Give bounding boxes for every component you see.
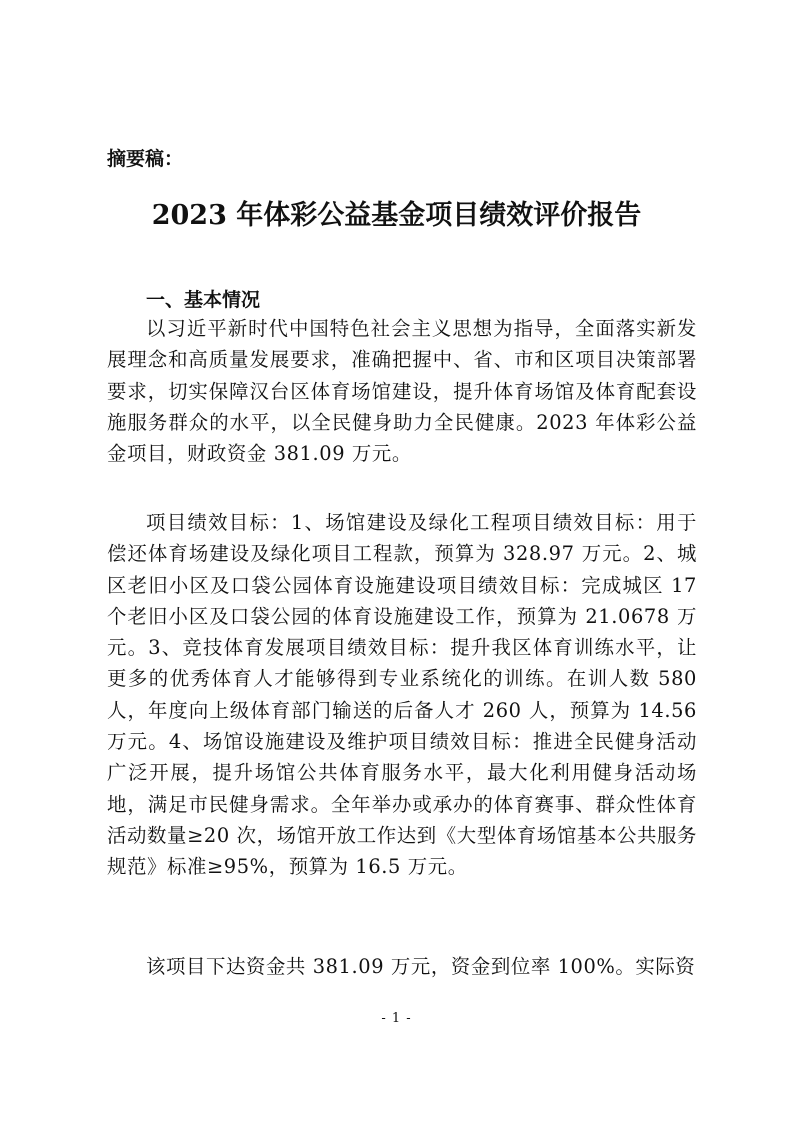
document-title: 2023 年体彩公益基金项目绩效评价报告: [151, 200, 642, 231]
paragraph-performance-goals: 项目绩效目标：1、场馆建设及绿化工程项目绩效目标：用于偿还体育场建设及绿化项目工程款，预算为 328.97 万元。2、城区老旧小区及口袋公园体育设施建设项目绩效目标：完成城区 17 个老旧小区及口袋公园的体育设施建设工作，预算为 21.0678 万元。3、竞技体育发展项目绩效目标：提升我区体育训练水平，让更多的优秀体育人才能够得到专业系统化的训练。在训人数 580 人，年度向上级体育部门输送的后备人才 260 人，预算为 14.56 万元。4、场馆设施建设及维护项目绩效目标：推进全民健身活动广泛开展，提升场馆公共体育服务水平，最大化利用健身活动场地，满足市民健身需求。全年举办或承办的体育赛事、群众性体育活动数量≥20 次，场馆开放工作达到《大型体育场馆基本公共服务规范》标准≥95%，预算为 16.5 万元。: [107, 511, 697, 879]
section-heading: 一、基本情况: [146, 289, 261, 311]
paragraph-funding: 该项目下达资金共 381.09 万元，资金到位率 100%。实际资: [146, 955, 696, 978]
abstract-label: 摘要稿：: [107, 148, 184, 170]
paragraph-overview: 以习近平新时代中国特色社会主义思想为指导，全面落实新发展理念和高质量发展要求，准确把握中、省、市和区项目决策部署要求，切实保障汉台区体育场馆建设，提升体育场馆及体育配套设施服务群众的水平，以全民健身助力全民健康。2023 年体彩公益金项目，财政资金 381.09 万元。: [107, 317, 697, 466]
page-number: - 1 -: [381, 1011, 412, 1026]
